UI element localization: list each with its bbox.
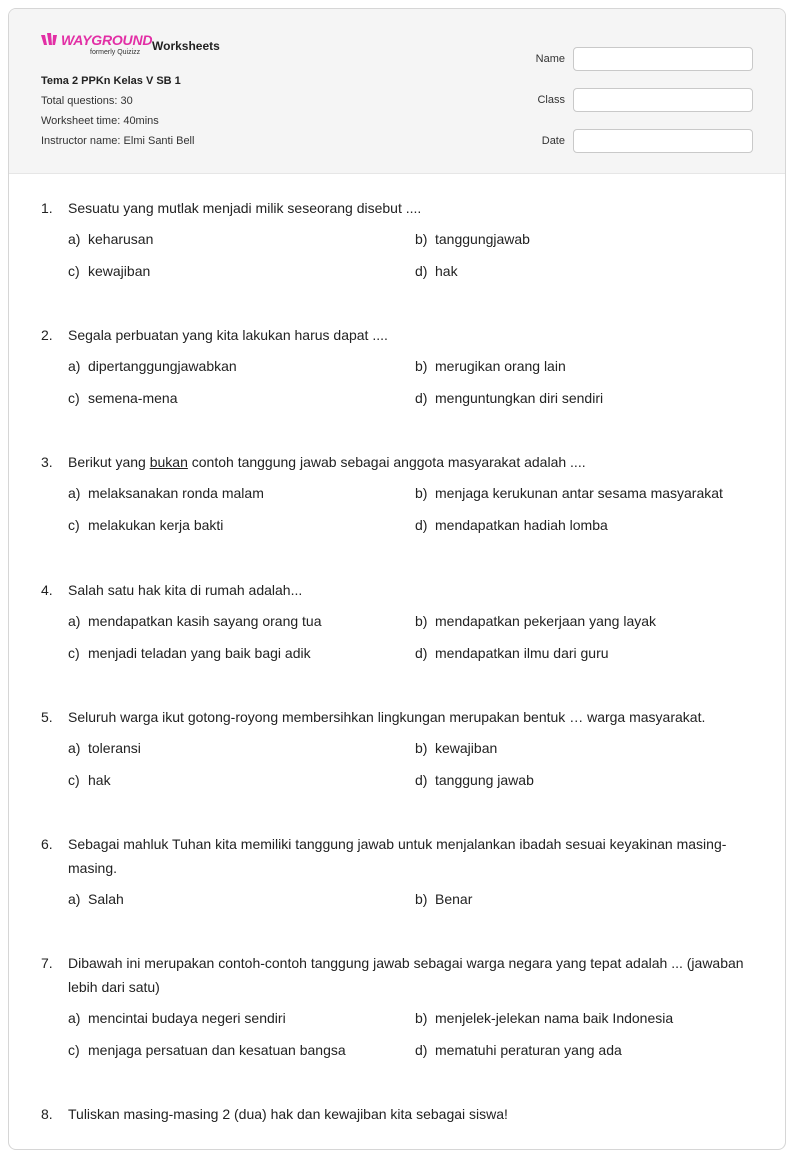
worksheet-meta <box>41 73 194 153</box>
option-text: tanggung jawab <box>435 772 534 788</box>
option-text: semena-mena <box>88 390 178 406</box>
option-grid <box>68 609 753 673</box>
option-letter: c) <box>68 645 80 661</box>
logo-subtitle: formerly Quizizz <box>90 49 141 56</box>
option-b <box>415 887 755 911</box>
worksheet-time: Worksheet time: 40mins <box>41 115 159 127</box>
option-letter: a) <box>68 358 81 374</box>
option-text: mendapatkan kasih sayang orang tua <box>88 613 322 629</box>
option-letter: d) <box>415 1042 428 1058</box>
option-b <box>415 227 755 251</box>
option-text: kewajiban <box>88 263 151 279</box>
name-field-row <box>536 38 753 79</box>
option-letter: a) <box>68 891 81 907</box>
name-label: Name <box>535 52 565 65</box>
class-label: Class <box>537 93 565 106</box>
option-grid <box>68 887 753 919</box>
option-letter: b) <box>415 613 428 629</box>
option-a <box>68 227 408 251</box>
option-letter: a) <box>68 740 81 756</box>
wayground-logo-icon <box>41 33 60 47</box>
worksheet-title: Tema 2 PPKn Kelas V SB 1 <box>41 75 181 87</box>
option-text: Benar <box>435 891 473 907</box>
option-grid <box>68 1006 753 1070</box>
option-letter: d) <box>415 390 428 406</box>
section-label: Worksheets <box>152 39 220 53</box>
question-text-part: Berikut yang <box>68 454 150 470</box>
instructor-name: Instructor name: Elmi Santi Bell <box>41 135 195 147</box>
question-text: Salah satu hak kita di rumah adalah... <box>68 582 303 598</box>
option-b <box>415 609 755 633</box>
option-letter: a) <box>68 231 81 247</box>
class-field-row <box>536 79 753 120</box>
option-grid <box>68 354 753 418</box>
option-text: mendapatkan ilmu dari guru <box>435 645 609 661</box>
option-b <box>415 736 755 760</box>
option-a <box>68 481 408 505</box>
question-3 <box>41 450 753 578</box>
option-text: Salah <box>88 891 124 907</box>
option-letter: d) <box>415 263 428 279</box>
brand-logo <box>41 31 153 59</box>
option-letter: a) <box>68 613 81 629</box>
question-number: 2. <box>41 327 53 343</box>
question-number: 8. <box>41 1106 53 1122</box>
question-text: Segala perbuatan yang kita lakukan harus dapat .... <box>68 327 388 343</box>
option-c <box>68 259 408 283</box>
option-letter: d) <box>415 772 428 788</box>
option-d <box>415 641 755 665</box>
option-text: mematuhi peraturan yang ada <box>435 1042 622 1058</box>
option-letter: c) <box>68 772 80 788</box>
option-a <box>68 736 408 760</box>
option-a <box>68 609 408 633</box>
question-number: 3. <box>41 454 53 470</box>
option-letter: b) <box>415 740 428 756</box>
question-text: Seluruh warga ikut gotong-royong membersihkan lingkungan merupakan bentuk … warga masyarakat. <box>68 709 706 725</box>
question-number: 1. <box>41 200 53 216</box>
option-letter: b) <box>415 891 428 907</box>
option-text: mencintai budaya negeri sendiri <box>88 1010 286 1026</box>
question-8 <box>41 1102 753 1126</box>
class-field[interactable] <box>573 88 753 112</box>
option-d <box>415 1038 755 1062</box>
option-letter: c) <box>68 517 80 533</box>
option-text: tanggungjawab <box>435 231 530 247</box>
option-text: melakukan kerja bakti <box>88 517 224 533</box>
name-field[interactable] <box>573 47 753 71</box>
option-a <box>68 354 408 378</box>
option-b <box>415 1006 755 1030</box>
question-7 <box>41 951 753 1102</box>
question-number: 5. <box>41 709 53 725</box>
option-c <box>68 513 408 537</box>
option-letter: b) <box>415 1010 428 1026</box>
option-text: merugikan orang lain <box>435 358 566 374</box>
option-c <box>68 386 408 410</box>
option-b <box>415 354 755 378</box>
question-number: 4. <box>41 582 53 598</box>
option-c <box>68 1038 408 1062</box>
question-2 <box>41 323 753 450</box>
option-d <box>415 768 755 792</box>
option-letter: d) <box>415 645 428 661</box>
option-text: menjaga persatuan dan kesatuan bangsa <box>88 1042 346 1058</box>
date-label: Date <box>541 134 565 147</box>
option-text: menjelek-jelekan nama baik Indonesia <box>435 1010 674 1026</box>
question-6 <box>41 832 753 951</box>
option-letter: b) <box>415 231 428 247</box>
option-b <box>415 481 755 505</box>
option-letter: a) <box>68 485 81 501</box>
option-grid <box>68 481 753 545</box>
option-letter: a) <box>68 1010 81 1026</box>
question-text: Sesuatu yang mutlak menjadi milik seseorang disebut .... <box>68 200 422 216</box>
question-list <box>41 196 753 1126</box>
question-number: 7. <box>41 955 53 971</box>
option-text: menguntungkan diri sendiri <box>435 390 604 406</box>
option-text: melaksanakan ronda malam <box>88 485 264 501</box>
option-text: hak <box>88 772 111 788</box>
option-text: keharusan <box>88 231 154 247</box>
question-number: 6. <box>41 836 53 852</box>
option-text: mendapatkan hadiah lomba <box>435 517 608 533</box>
option-d <box>415 513 755 537</box>
option-text: mendapatkan pekerjaan yang layak <box>435 613 657 629</box>
question-1 <box>41 196 753 323</box>
option-letter: c) <box>68 1042 80 1058</box>
question-4 <box>41 578 753 705</box>
option-text: toleransi <box>88 740 141 756</box>
question-5 <box>41 705 753 832</box>
option-grid <box>68 227 753 291</box>
option-letter: b) <box>415 485 428 501</box>
underlined-word: bukan <box>149 454 188 470</box>
option-letter: d) <box>415 517 428 533</box>
option-grid <box>68 736 753 800</box>
question-text: Dibawah ini merupakan contoh-contoh tanggung jawab sebagai warga negara yang tepat adalah ... (jawaban lebih dari satu) <box>68 955 744 995</box>
total-questions: Total questions: 30 <box>41 95 133 107</box>
option-letter: c) <box>68 263 80 279</box>
option-letter: c) <box>68 390 80 406</box>
option-d <box>415 259 755 283</box>
option-c <box>68 768 408 792</box>
option-letter: b) <box>415 358 428 374</box>
question-text-part: contoh tanggung jawab sebagai anggota masyarakat adalah .... <box>187 454 586 470</box>
option-text: hak <box>435 263 458 279</box>
option-c <box>68 641 408 665</box>
student-fields <box>536 38 753 161</box>
date-field-row <box>536 120 753 161</box>
option-text: menjaga kerukunan antar sesama masyarakat <box>435 485 723 501</box>
option-d <box>415 386 755 410</box>
option-a <box>68 887 408 911</box>
option-text: kewajiban <box>435 740 498 756</box>
worksheet-page <box>8 8 786 1150</box>
option-text: menjadi teladan yang baik bagi adik <box>88 645 311 661</box>
option-text: dipertanggungjawabkan <box>88 358 237 374</box>
question-text <box>68 454 586 470</box>
logo-text: WAYGROUND <box>61 32 153 48</box>
question-text: Sebagai mahluk Tuhan kita memiliki tanggung jawab untuk menjalankan ibadah sesuai keyakinan masing-masing. <box>68 836 727 876</box>
option-a <box>68 1006 408 1030</box>
date-field[interactable] <box>573 129 753 153</box>
question-text: Tuliskan masing-masing 2 (dua) hak dan kewajiban kita sebagai siswa! <box>68 1106 508 1122</box>
worksheet-header <box>9 9 785 174</box>
